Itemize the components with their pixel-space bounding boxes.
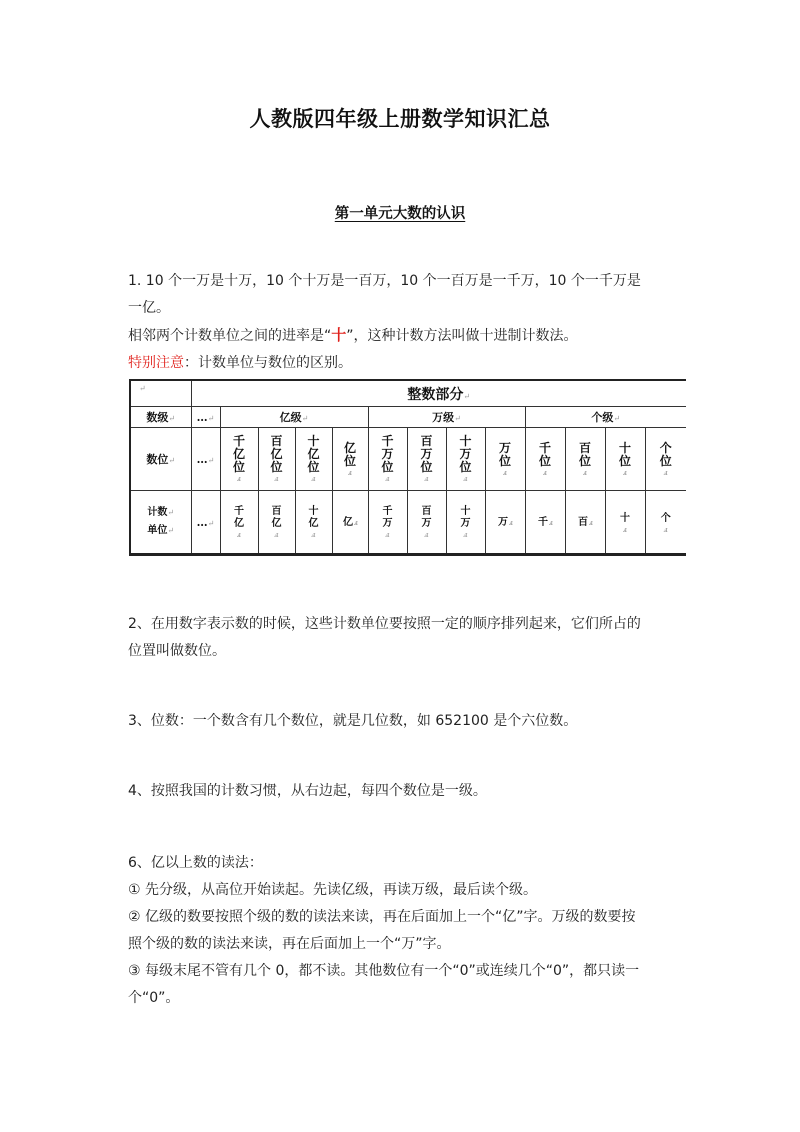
unit-cell <box>565 491 605 555</box>
row-label-digit <box>130 428 191 491</box>
paragraph-6-line-5: ③ 每级末尾不管有几个 0，都不读。其他数位有一个“0”或连续几个“0”，都只读一 <box>128 963 640 979</box>
digit-mark: ⅎ <box>502 467 508 477</box>
digit-text: 千亿位 <box>232 434 245 474</box>
digit-label-mark: ↵ <box>168 456 176 465</box>
paragraph-4-line-1: 4、按照我国的计数习惯，从右边起，每四个数位是一级。 <box>128 783 487 799</box>
digit-mark: ⅎ <box>424 474 429 483</box>
corner-mark: ↵ <box>139 384 146 393</box>
digit-cell <box>368 428 407 491</box>
digit-mark: ⅎ <box>622 467 628 477</box>
paragraph-3 <box>128 708 678 735</box>
unit-ellipsis-mark: ↵ <box>207 518 215 528</box>
unit-heading-text: 第一单元大数的认识 <box>334 206 466 222</box>
paragraph-6-line-2: ① 先分级，从高位开始读起。先读亿级，再读万级，最后读个级。 <box>128 882 537 898</box>
level-ellipsis-cell <box>191 407 220 428</box>
digit-cell <box>407 428 446 491</box>
level-ellipsis-mark: ↵ <box>207 413 215 423</box>
paragraph-1-line-2: 一亿。 <box>128 300 170 316</box>
digit-text: 十位 <box>618 440 631 468</box>
digit-label-text: 数位 <box>146 453 169 466</box>
unit-mark: ⅎ <box>622 524 628 534</box>
digit-text: 亿位 <box>343 440 356 468</box>
digit-cell <box>446 428 485 491</box>
level-wan <box>368 407 525 428</box>
unit-mark: ⅎ <box>274 529 279 539</box>
special-note-text: ：计数单位与数位的区别。 <box>184 355 352 371</box>
level-wan-text: 万级 <box>432 411 455 424</box>
unit-cell <box>332 491 368 555</box>
unit-mark: ⅎ <box>236 529 242 539</box>
paragraph-6-line-4: 照个级的数的读法来读，再在后面加上一个“万”字。 <box>128 936 451 952</box>
digit-cell <box>332 428 368 491</box>
digit-ellipsis-mark: ↵ <box>207 455 215 465</box>
digit-mark: ⅎ <box>385 474 390 483</box>
unit-mark: ⅎ <box>588 518 594 527</box>
digit-text: 百位 <box>578 440 591 468</box>
unit-mark: ⅎ <box>463 529 468 539</box>
level-yi-mark: ↵ <box>301 414 309 423</box>
unit-cell <box>485 491 525 555</box>
digit-mark: ⅎ <box>663 467 668 477</box>
digit-text: 百亿位 <box>270 434 283 474</box>
paragraph-2-line-1: 2、在用数字表示数的时候，这些计数单位要按照一定的顺序排列起来，它们所占的 <box>128 616 641 632</box>
paragraph-6-line-6: 个“0”。 <box>128 990 180 1006</box>
unit-text: 亿 <box>342 517 353 528</box>
digit-cell <box>645 428 686 491</box>
special-note-label: 特别注意 <box>128 355 184 371</box>
unit-cell <box>407 491 446 555</box>
level-ge-text: 个级 <box>591 411 614 424</box>
paragraph-3-line-1: 3、位数：一个数含有几个数位，就是几位数，如 652100 是个六位数。 <box>128 713 578 729</box>
unit-heading <box>0 202 800 223</box>
paragraph-4 <box>128 778 678 805</box>
digit-text: 十万位 <box>459 434 472 474</box>
place-value-table <box>129 379 686 556</box>
unit-cell <box>446 491 485 555</box>
unit-text: 十万 <box>460 505 471 529</box>
ratio-highlight: 十 <box>331 326 347 344</box>
integer-part-header-text: 整数部分 <box>407 386 464 403</box>
unit-cell <box>368 491 407 555</box>
unit-label-mark-2: ↵ <box>167 526 175 535</box>
special-note <box>128 350 678 377</box>
unit-text: 十亿 <box>308 505 319 529</box>
level-label-text: 数级 <box>146 411 169 424</box>
digit-mark: ⅎ <box>463 474 468 483</box>
level-ge-mark: ↵ <box>613 414 621 423</box>
digit-mark: ⅎ <box>311 474 316 483</box>
ratio-text-post: ”，这种计数方法叫做十进制计数法。 <box>346 328 578 344</box>
unit-cell <box>525 491 565 555</box>
unit-cell <box>645 491 686 555</box>
level-label-mark: ↵ <box>168 414 176 423</box>
unit-text: 千亿 <box>234 505 244 529</box>
unit-text: 百 <box>577 517 588 528</box>
digit-mark: ⅎ <box>582 467 588 477</box>
digit-cell <box>295 428 332 491</box>
level-ge <box>525 407 686 428</box>
digit-mark: ⅎ <box>236 474 242 483</box>
row-label-level <box>130 407 191 428</box>
unit-row <box>130 491 686 555</box>
unit-cell <box>295 491 332 555</box>
unit-mark: ⅎ <box>548 518 554 527</box>
digit-text: 万位 <box>498 440 511 468</box>
unit-label-line-2: 单位 <box>147 525 168 536</box>
digit-ellipsis: … <box>196 452 208 466</box>
digit-text: 千位 <box>538 440 551 468</box>
digit-text: 百万位 <box>420 434 433 474</box>
unit-mark: ⅎ <box>353 518 359 527</box>
document-title: 人教版四年级上册数学知识汇总 <box>249 107 551 131</box>
ratio-text-pre: 相邻两个计数单位之间的进率是“ <box>128 328 332 344</box>
unit-text: 千 <box>537 517 548 528</box>
unit-cell <box>605 491 645 555</box>
unit-mark: ⅎ <box>424 529 429 539</box>
unit-text: 百万 <box>421 505 432 529</box>
digit-mark: ⅎ <box>542 467 548 477</box>
unit-label-line-1: 计数 <box>147 507 168 518</box>
unit-text: 万 <box>497 517 508 528</box>
digit-text: 十亿位 <box>307 434 320 474</box>
paragraph-1-line-1: 1. 10 个一万是十万，10 个十万是一百万，10 个一百万是一千万，10 个一千万是 <box>128 273 641 289</box>
digit-mark: ⅎ <box>274 474 279 483</box>
row-label-unit <box>130 491 191 555</box>
unit-cell <box>220 491 258 555</box>
paragraph-2-line-2: 位置叫做数位。 <box>128 643 226 659</box>
level-wan-mark: ↵ <box>454 414 461 423</box>
digit-cell <box>258 428 295 491</box>
digit-row <box>130 428 686 491</box>
digit-ellipsis-cell <box>191 428 220 491</box>
level-ellipsis: … <box>196 410 208 424</box>
unit-text: 十 <box>620 512 630 524</box>
digit-cell <box>485 428 525 491</box>
table-corner-cell <box>130 380 191 407</box>
paragraph-1-line-3 <box>128 322 678 350</box>
unit-mark: ⅎ <box>385 529 390 539</box>
unit-cell <box>258 491 295 555</box>
digit-cell <box>220 428 258 491</box>
unit-ellipsis: … <box>196 515 208 529</box>
unit-text: 百亿 <box>271 505 282 529</box>
digit-cell <box>565 428 605 491</box>
paragraph-6-line-3: ② 亿级的数要按照个级的数的读法来读，再在后面加上一个“亿”字。万级的数要按 <box>128 909 636 925</box>
digit-text: 个位 <box>659 440 672 468</box>
paragraph-2 <box>128 611 678 665</box>
unit-ellipsis-cell <box>191 491 220 555</box>
paragraph-6-line-1: 6、亿以上数的读法： <box>128 855 263 871</box>
digit-cell <box>605 428 645 491</box>
digit-mark: ⅎ <box>347 467 353 477</box>
unit-mark: ⅎ <box>508 518 514 527</box>
unit-label-text <box>147 504 174 540</box>
integer-part-header <box>191 380 686 407</box>
level-yi-text: 亿级 <box>279 411 302 424</box>
unit-text: 千万 <box>382 505 393 529</box>
digit-cell <box>525 428 565 491</box>
paragraph-1 <box>128 268 678 377</box>
unit-text: 个 <box>660 512 671 524</box>
level-yi <box>220 407 368 428</box>
unit-mark: ⅎ <box>311 529 316 539</box>
header-mark: ↵ <box>463 391 471 401</box>
paragraph-6 <box>128 850 678 1012</box>
unit-label-mark-1: ↵ <box>167 508 175 517</box>
digit-text: 千万位 <box>381 434 394 474</box>
unit-mark: ⅎ <box>663 524 668 534</box>
